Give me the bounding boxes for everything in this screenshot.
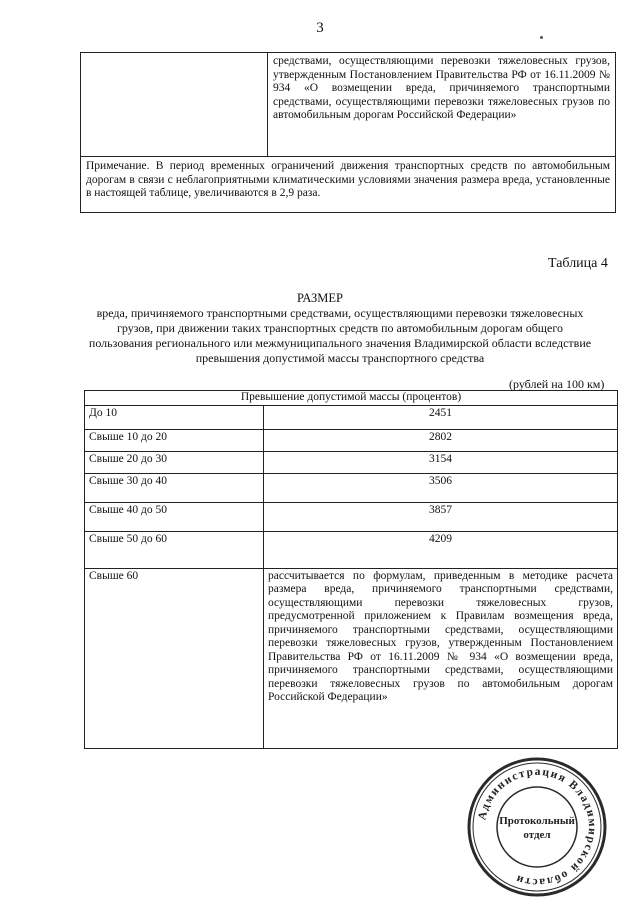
table-row	[85, 531, 618, 568]
table-row	[85, 429, 618, 451]
empty-cell	[81, 53, 268, 157]
stamp-outer-ring	[469, 759, 605, 895]
table-row	[85, 568, 618, 748]
table-row	[85, 451, 618, 473]
page-number: 3	[316, 20, 324, 36]
row-formula-text: рассчитывается по формулам, приведенным в методике расчета размера вреда, причиняемого транспортными средствами, осуществляющими перевозки тяжеловесных грузов, предусмотренной приложением к Правилам возмещения вреда, причиняемого транспортными средствами, осуществляющими перевозки тяжеловесных грузов, утвержденным Постановлением Правительства РФ от 16.11.2009 № 934 «О возмещении вреда, причиняемого транспортными средствами, осуществляющими перевозки тяжеловесных грузов по автомобильным дорогам Российской Федерации»	[264, 568, 618, 748]
stamp-center-line2: отдел	[523, 829, 551, 841]
row-value: 2802	[264, 429, 618, 451]
continuation-text: средствами, осуществляющими перевозки тяжеловесных грузов, утвержденным Постановлением Правительства РФ от 16.11.2009 № 934 «О возмещении вреда, причиняемого транспортными средствами, осуществляющими перевозки тяжеловесных грузов по автомобильным дорогам Российской Федерации»	[268, 53, 616, 157]
table-number: Таблица 4	[548, 256, 608, 271]
row-label: Свыше 30 до 40	[85, 473, 264, 502]
svg-text:Администрация Владимирской обл	[476, 766, 598, 888]
stamp-outer-ring-thin	[473, 763, 601, 891]
unit-label: (рублей на 100 км)	[509, 377, 605, 391]
row-label: Свыше 20 до 30	[85, 451, 264, 473]
official-stamp	[462, 752, 612, 902]
table-note: Примечание. В период временных ограничений движения транспортных средств по автомобильным дорогам в связи с неблагоприятными климатическими условиями значения размера вреда, установленные в настоящей таблице, увеличиваются в 2,9 раза.	[81, 157, 616, 213]
top-table-continuation	[80, 52, 616, 213]
document-heading: РАЗМЕР	[296, 291, 344, 305]
row-value: 3154	[264, 451, 618, 473]
row-value: 4209	[264, 531, 618, 568]
subtitle-line: грузов, при движении таких транспортных средств по автомобильным дорогам общего	[117, 321, 563, 335]
row-label: До 10	[85, 405, 264, 429]
row-label: Свыше 40 до 50	[85, 502, 264, 531]
row-value: 3506	[264, 473, 618, 502]
scan-speck	[540, 36, 543, 39]
stamp-graphic	[462, 752, 612, 902]
stamp-center-line1: Протокольный	[499, 815, 575, 827]
row-label: Свыше 50 до 60	[85, 531, 264, 568]
subtitle-line: пользования регионального или межмуниципального значения Владимирской области вследствие	[88, 336, 592, 350]
stamp-inner-ring	[497, 787, 577, 867]
row-value: 3857	[264, 502, 618, 531]
stamp-ring-text: Администрация Владимирской области	[476, 765, 599, 889]
table-row	[85, 405, 618, 429]
row-label: Свыше 10 до 20	[85, 429, 264, 451]
table-row	[85, 502, 618, 531]
table-header: Превышение допустимой массы (процентов)	[85, 391, 618, 406]
row-label: Свыше 60	[85, 568, 264, 748]
document-subtitle	[60, 306, 620, 366]
table-row	[85, 473, 618, 502]
subtitle-line: вреда, причиняемого транспортными средствами, осуществляющими перевозки тяжеловесных	[96, 306, 584, 320]
damage-rate-table	[84, 390, 618, 749]
subtitle-line: превышения допустимой массы транспортного средства	[195, 351, 485, 365]
row-value: 2451	[264, 405, 618, 429]
